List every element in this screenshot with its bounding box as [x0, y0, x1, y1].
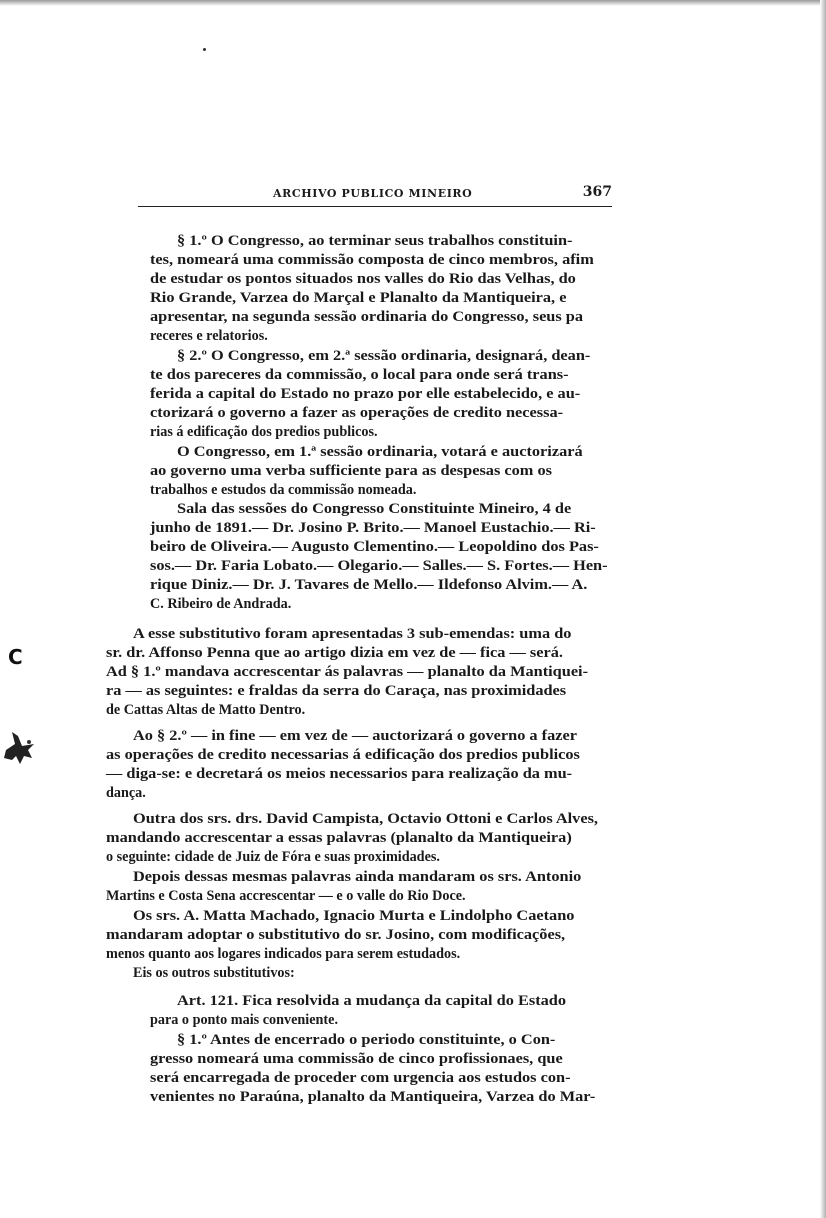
text-line: ao governo uma verba sufficiente para as despesas com os — [150, 463, 552, 479]
text-line: A esse substitutivo foram apresentadas 3 sub-emendas: uma do — [133, 626, 572, 642]
text-line: C. Ribeiro de Andrada. — [150, 596, 292, 612]
text-line: § 2.º O Congresso, em 2.ª sessão ordinaria, designará, dean- — [177, 348, 591, 364]
text-line: ctorizará o governo a fazer as operações de credito necessa- — [150, 405, 564, 421]
scan-edge-right — [820, 0, 826, 1218]
ink-speck — [203, 48, 206, 51]
text-line: — diga-se: e decretará os meios necessarios para realização da mu- — [106, 766, 573, 782]
text-line: tes, nomeará uma commissão composta de cinco membros, afim — [150, 252, 594, 268]
text-line: Os srs. A. Matta Machado, Ignacio Murta e Lindolpho Caetano — [133, 908, 575, 924]
text-line: receres e relatorios. — [150, 328, 268, 344]
journal-title: ARCHIVO PUBLICO MINEIRO — [273, 187, 473, 200]
text-line: gresso nomeará uma commissão de cinco profissionaes, que — [150, 1051, 563, 1067]
text-line: § 1.º O Congresso, ao terminar seus trabalhos constituin- — [177, 233, 573, 249]
text-line: Outra dos srs. drs. David Campista, Octavio Ottoni e Carlos Alves, — [133, 811, 598, 827]
text-line: rique Diniz.— Dr. J. Tavares de Mello.— Ildefonso Alvim.— A. — [150, 577, 588, 593]
text-line: junho de 1891.— Dr. Josino P. Brito.— Manoel Eustachio.— Ri- — [150, 520, 596, 536]
text-line: O Congresso, em 1.ª sessão ordinaria, votará e auctorizará — [177, 444, 583, 460]
text-line: o seguinte: cidade de Juiz de Fóra e suas proximidades. — [106, 849, 440, 865]
text-line: mandaram adoptar o substitutivo do sr. Josino, com modificações, — [106, 927, 566, 943]
page-number: 367 — [582, 184, 612, 200]
text-line: rias á edificação dos predios publicos. — [150, 424, 378, 440]
scan-edge-top — [0, 0, 826, 6]
text-line: Rio Grande, Varzea do Marçal e Planalto da Mantiqueira, e — [150, 290, 567, 306]
text-line: Art. 121. Fica resolvida a mudança da capital do Estado — [177, 993, 567, 1009]
header-rule — [138, 206, 612, 207]
text-line: trabalhos e estudos da commissão nomeada. — [150, 482, 417, 498]
running-header — [138, 186, 612, 208]
text-line: apresentar, na segunda sessão ordinaria do Congresso, seus pa — [150, 309, 584, 325]
text-line: beiro de Oliveira.— Augusto Clementino.— Leopoldino dos Pas- — [150, 539, 599, 555]
text-line: ra — as seguintes: e fraldas da serra do Caraça, nas proximidades — [106, 683, 567, 699]
text-line: para o ponto mais conveniente. — [150, 1012, 338, 1028]
text-line: Eis os outros substitutivos: — [133, 965, 295, 981]
text-line: menos quanto aos logares indicados para serem estudados. — [106, 946, 461, 962]
margin-letter-mark: C — [8, 645, 23, 669]
text-line: ferida a capital do Estado no prazo por elle estabelecido, e au- — [150, 386, 581, 402]
text-line: sos.— Dr. Faria Lobato.— Olegario.— Salles.— S. Fortes.— Hen- — [150, 558, 608, 574]
ink-blot-icon — [2, 730, 36, 770]
text-line: sr. dr. Affonso Penna que ao artigo dizia em vez de — fica — será. — [106, 645, 563, 661]
text-line: de estudar os pontos situados nos valles do Rio das Velhas, do — [150, 271, 576, 287]
text-line: venientes no Paraúna, planalto da Mantiqueira, Varzea do Mar- — [150, 1089, 596, 1105]
text-line: Depois dessas mesmas palavras ainda mandaram os srs. Antonio — [133, 869, 582, 885]
text-line: as operações de credito necessarias á edificação dos predios publicos — [106, 747, 580, 763]
text-line: Ao § 2.º — in fine — em vez de — auctorizará o governo a fazer — [133, 728, 577, 744]
text-line: será encarregada de proceder com urgencia aos estudos con- — [150, 1070, 571, 1086]
text-line: mandando accrescentar a essas palavras (planalto da Mantiqueira) — [106, 830, 572, 846]
text-line: dança. — [106, 785, 146, 801]
text-line: Sala das sessões do Congresso Constituinte Mineiro, 4 de — [177, 501, 572, 517]
text-line: Ad § 1.º mandava accrescentar ás palavras — planalto da Mantiquei- — [106, 664, 589, 680]
text-line: § 1.º Antes de encerrado o periodo constituinte, o Con- — [177, 1032, 556, 1048]
text-line: te dos pareceres da commissão, o local para onde será trans- — [150, 367, 569, 383]
text-line: de Cattas Altas de Matto Dentro. — [106, 702, 306, 718]
text-line: Martins e Costa Sena accrescentar — e o valle do Rio Doce. — [106, 888, 466, 904]
